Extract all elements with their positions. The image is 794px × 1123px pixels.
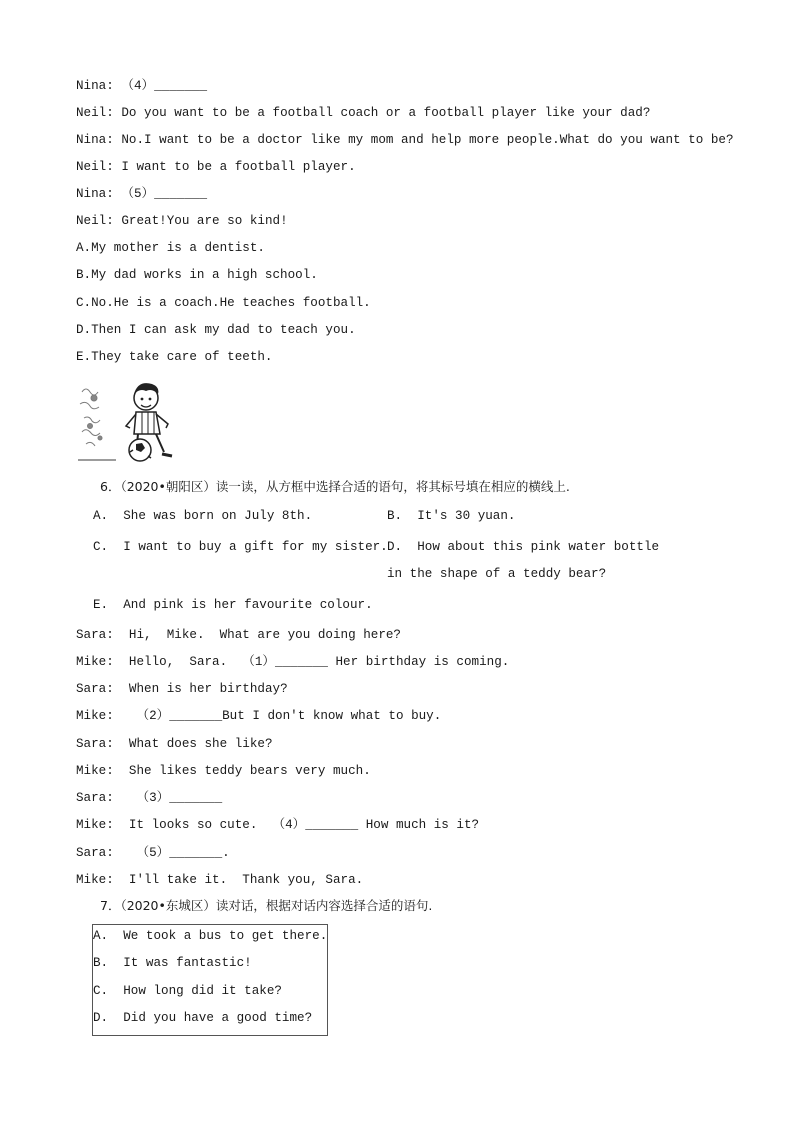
dialogue-line [76, 681, 288, 697]
utterance: I want to be a football player. [121, 160, 356, 174]
utterance: （2）_______But I don't know what to buy. [128, 709, 442, 723]
utterance: She likes teddy bears very much. [128, 764, 371, 778]
dialogue-line [76, 654, 509, 670]
boy-football-illustration [76, 378, 186, 468]
speaker: Sara: [76, 846, 114, 860]
utterance: Great!You are so kind! [121, 214, 288, 228]
speaker: Sara: [76, 628, 114, 642]
speaker: Mike: [76, 873, 114, 887]
option-c: C. I want to buy a gift for my sister. [93, 540, 388, 554]
speaker: Nina: [76, 79, 114, 93]
option-item: D.Then I can ask my dad to teach you. [76, 323, 356, 337]
utterance: What does she like? [128, 737, 273, 751]
option-d: D. How about this pink water bottle [387, 540, 660, 554]
speaker: Sara: [76, 682, 114, 696]
option-a: A. We took a bus to get there. [93, 929, 328, 943]
utterance: When is her birthday? [128, 682, 288, 696]
question-7-instruction: 7．（2020•东城区）读对话，根据对话内容选择合适的语句. [100, 898, 433, 913]
utterance: It looks so cute. （4）_______ How much is it? [128, 818, 480, 832]
dialogue-line [76, 845, 230, 861]
utterance: No.I want to be a doctor like my mom and help more people.What do you want to be? [121, 133, 734, 147]
dialogue-line [76, 78, 207, 94]
option-b: B. It was fantastic! [93, 956, 252, 970]
option-b: B. It's 30 yuan. [387, 509, 516, 523]
utterance: Hi, Mike. What are you doing here? [128, 628, 401, 642]
dialogue-line [76, 790, 222, 806]
speaker: Mike: [76, 655, 114, 669]
dialogue-line [76, 213, 288, 229]
option-e: E. And pink is her favourite colour. [93, 598, 373, 612]
utterance: （5）_______ [121, 187, 208, 201]
speaker: Nina: [76, 133, 114, 147]
utterance: （5）_______. [128, 846, 230, 860]
dialogue-line [76, 105, 650, 121]
boy-football-image [76, 378, 186, 468]
speaker: Nina: [76, 187, 114, 201]
utterance: Do you want to be a football coach or a football player like your dad? [121, 106, 651, 120]
question-6-instruction: 6．（2020•朝阳区）读一读，从方框中选择合适的语句，将其标号填在相应的横线上. [100, 479, 570, 494]
speaker: Sara: [76, 791, 114, 805]
dialogue-line [76, 132, 734, 148]
option-c: C. How long did it take? [93, 984, 282, 998]
dialogue-line [76, 817, 479, 833]
speaker: Sara: [76, 737, 114, 751]
utterance: （4）_______ [121, 79, 208, 93]
speaker: Mike: [76, 764, 114, 778]
option-item: B.My dad works in a high school. [76, 268, 318, 282]
utterance: I'll take it. Thank you, Sara. [128, 873, 364, 887]
option-d: D. Did you have a good time? [93, 1011, 313, 1025]
speaker: Neil: [76, 214, 114, 228]
dialogue-line [76, 186, 207, 202]
option-item: A.My mother is a dentist. [76, 241, 265, 255]
option-item: C.No.He is a coach.He teaches football. [76, 296, 371, 310]
speaker: Neil: [76, 160, 114, 174]
dialogue-line [76, 627, 401, 643]
speaker: Mike: [76, 818, 114, 832]
speaker: Neil: [76, 106, 114, 120]
dialogue-line [76, 708, 441, 724]
speaker: Mike: [76, 709, 114, 723]
dialogue-line [76, 763, 371, 779]
utterance: Hello, Sara. （1）_______ Her birthday is coming. [128, 655, 510, 669]
option-item: E.They take care of teeth. [76, 350, 273, 364]
dialogue-line [76, 872, 363, 888]
utterance: （3）_______ [128, 791, 223, 805]
dialogue-line [76, 159, 356, 175]
dialogue-line [76, 736, 273, 752]
option-a: A. She was born on July 8th. [93, 509, 313, 523]
option-d-continued: in the shape of a teddy bear? [387, 567, 607, 581]
